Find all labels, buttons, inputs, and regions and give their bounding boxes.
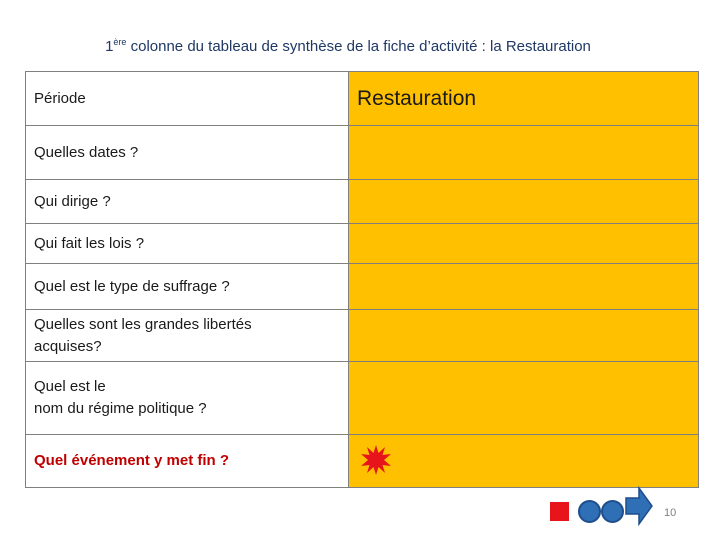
table-row bbox=[26, 126, 698, 180]
answer-cell-end-event[interactable] bbox=[349, 435, 698, 487]
blue-circle-icon[interactable] bbox=[601, 500, 624, 523]
period-value: Restauration bbox=[349, 72, 698, 126]
row-label-end-event: Quel événement y met fin ? bbox=[26, 435, 349, 487]
table-row bbox=[26, 310, 698, 362]
page-number: 10 bbox=[664, 507, 677, 519]
row-label-regime-line2: nom du régime politique ? bbox=[34, 400, 207, 417]
row-label-laws: Qui fait les lois ? bbox=[26, 224, 349, 264]
row-label-suffrage: Quel est le type de suffrage ? bbox=[26, 264, 349, 310]
table-row bbox=[26, 362, 698, 435]
slide-title bbox=[0, 38, 696, 55]
right-arrow-icon[interactable] bbox=[625, 486, 653, 526]
synthesis-table bbox=[25, 71, 699, 488]
answer-cell-leader[interactable] bbox=[349, 180, 698, 224]
row-label-leader: Qui dirige ? bbox=[26, 180, 349, 224]
slide-navigation bbox=[548, 486, 658, 526]
answer-cell-dates[interactable] bbox=[349, 126, 698, 180]
table-row bbox=[26, 224, 698, 264]
answer-cell-suffrage[interactable] bbox=[349, 264, 698, 310]
row-label-dates: Quelles dates ? bbox=[26, 126, 349, 180]
blue-circle-icon[interactable] bbox=[578, 500, 601, 523]
answer-cell-laws[interactable] bbox=[349, 224, 698, 264]
row-label-freedoms-line1: Quelles sont les grandes libertés bbox=[34, 315, 252, 333]
row-label-freedoms bbox=[26, 310, 349, 362]
answer-cell-regime[interactable] bbox=[349, 362, 698, 435]
title-prefix: 1 bbox=[105, 38, 114, 55]
row-label-regime bbox=[26, 362, 349, 435]
table-row bbox=[26, 180, 698, 224]
table-row bbox=[26, 264, 698, 310]
explosion-burst-icon bbox=[361, 445, 391, 475]
table-header-row bbox=[26, 72, 698, 126]
answer-cell-freedoms[interactable] bbox=[349, 310, 698, 362]
row-label-regime-line1: Quel est le bbox=[34, 378, 106, 395]
title-superscript: ère bbox=[113, 37, 127, 47]
red-square-icon[interactable] bbox=[550, 502, 569, 521]
period-label: Période bbox=[26, 72, 349, 126]
table-row bbox=[26, 435, 698, 487]
title-rest: colonne du tableau de synthèse de la fiche d’activité : la Restauration bbox=[126, 38, 591, 55]
row-label-freedoms-line2: acquises? bbox=[34, 337, 102, 355]
